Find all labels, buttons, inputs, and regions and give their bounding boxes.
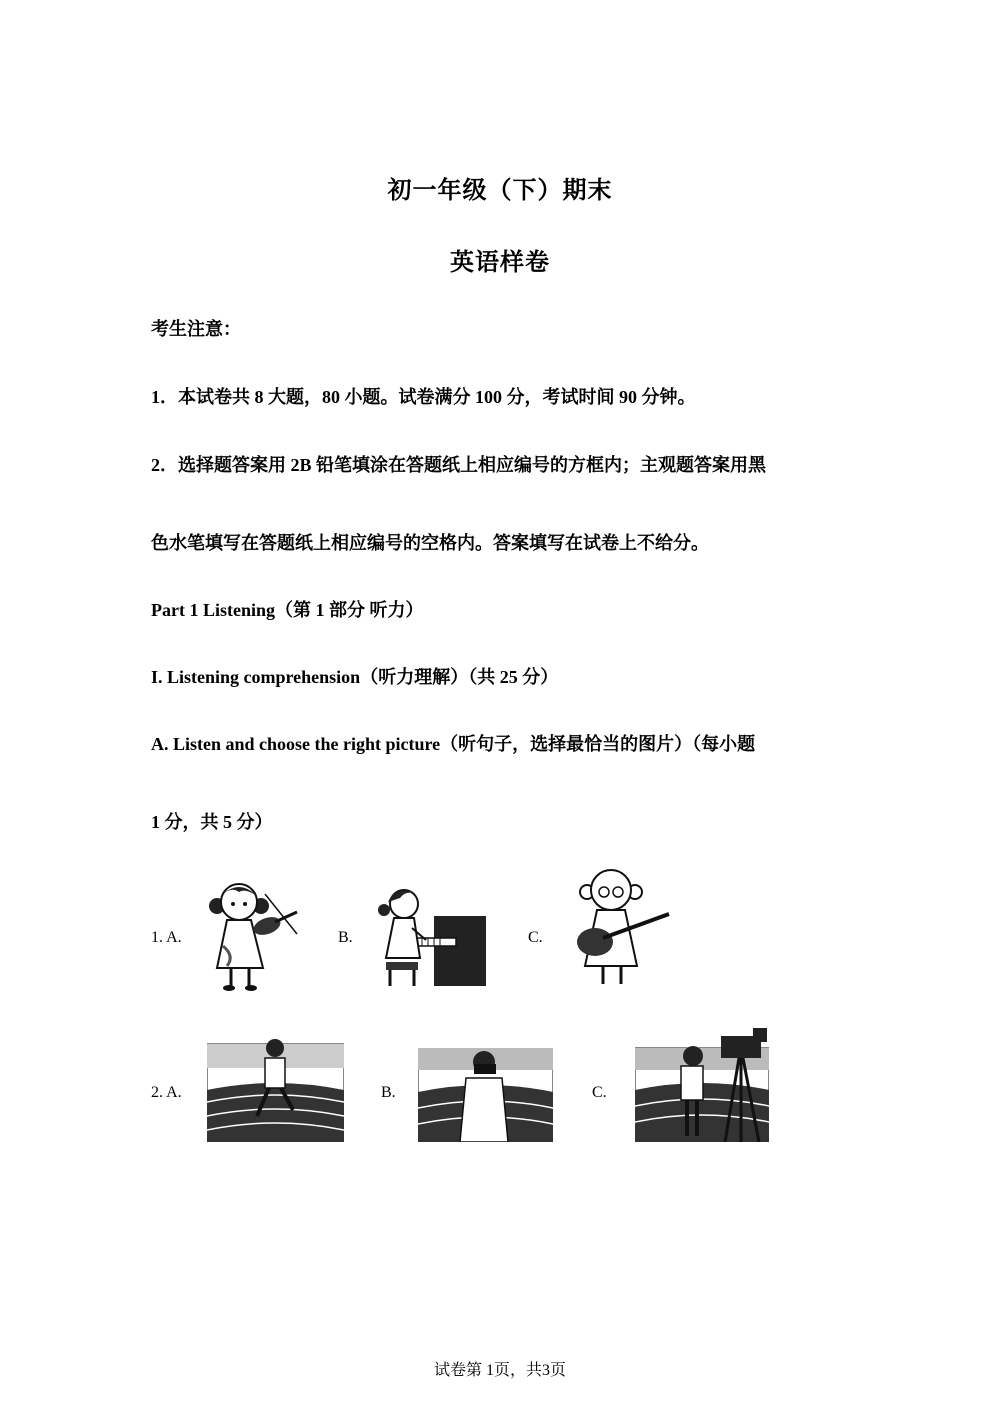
page-footer: 试卷第 1页，共3页 (433, 1362, 566, 1379)
notice-item-2-line-2: 色水笔填写在答题纸上相应编号的空格内。答案填写在试卷上不给分。 (151, 533, 709, 553)
girl-violin-icon (205, 876, 300, 994)
q2-option-b-label: B. (381, 1084, 396, 1101)
section-heading: I. Listening comprehension（听力理解）（共 25 分） (151, 667, 559, 687)
girl-piano-icon (376, 880, 488, 990)
girl-guitar-icon (573, 862, 673, 990)
q1-option-c-label: C. (528, 929, 543, 946)
notice-heading: 考生注意： (151, 319, 241, 339)
task-a-line-2: 1 分，共 5 分） (151, 812, 273, 832)
q1-option-a-label: 1. A. (151, 929, 182, 946)
boy-camera-track-photo (418, 1048, 553, 1142)
notice-item-2-line-1: 2．选择题答案用 2B 铅笔填涂在答题纸上相应编号的方框内；主观题答案用黑 (151, 455, 767, 475)
page-subtitle: 英语样卷 (450, 248, 550, 276)
q2-option-a-label: 2. A. (151, 1084, 182, 1101)
page-title: 初一年级（下）期末 (387, 176, 613, 204)
q1-option-b-label: B. (338, 929, 353, 946)
part-heading: Part 1 Listening（第 1 部分 听力） (151, 600, 424, 620)
task-a-line-1: A. Listen and choose the right picture（听句子，选择最恰当的图片）（每小题 (151, 734, 756, 754)
boy-video-camera-track-photo (635, 1026, 769, 1142)
q2-option-c-label: C. (592, 1084, 607, 1101)
boy-running-track-photo (207, 1036, 344, 1142)
notice-item-1: 1．本试卷共 8 大题，80 小题。试卷满分 100 分，考试时间 90 分钟。 (151, 387, 696, 407)
